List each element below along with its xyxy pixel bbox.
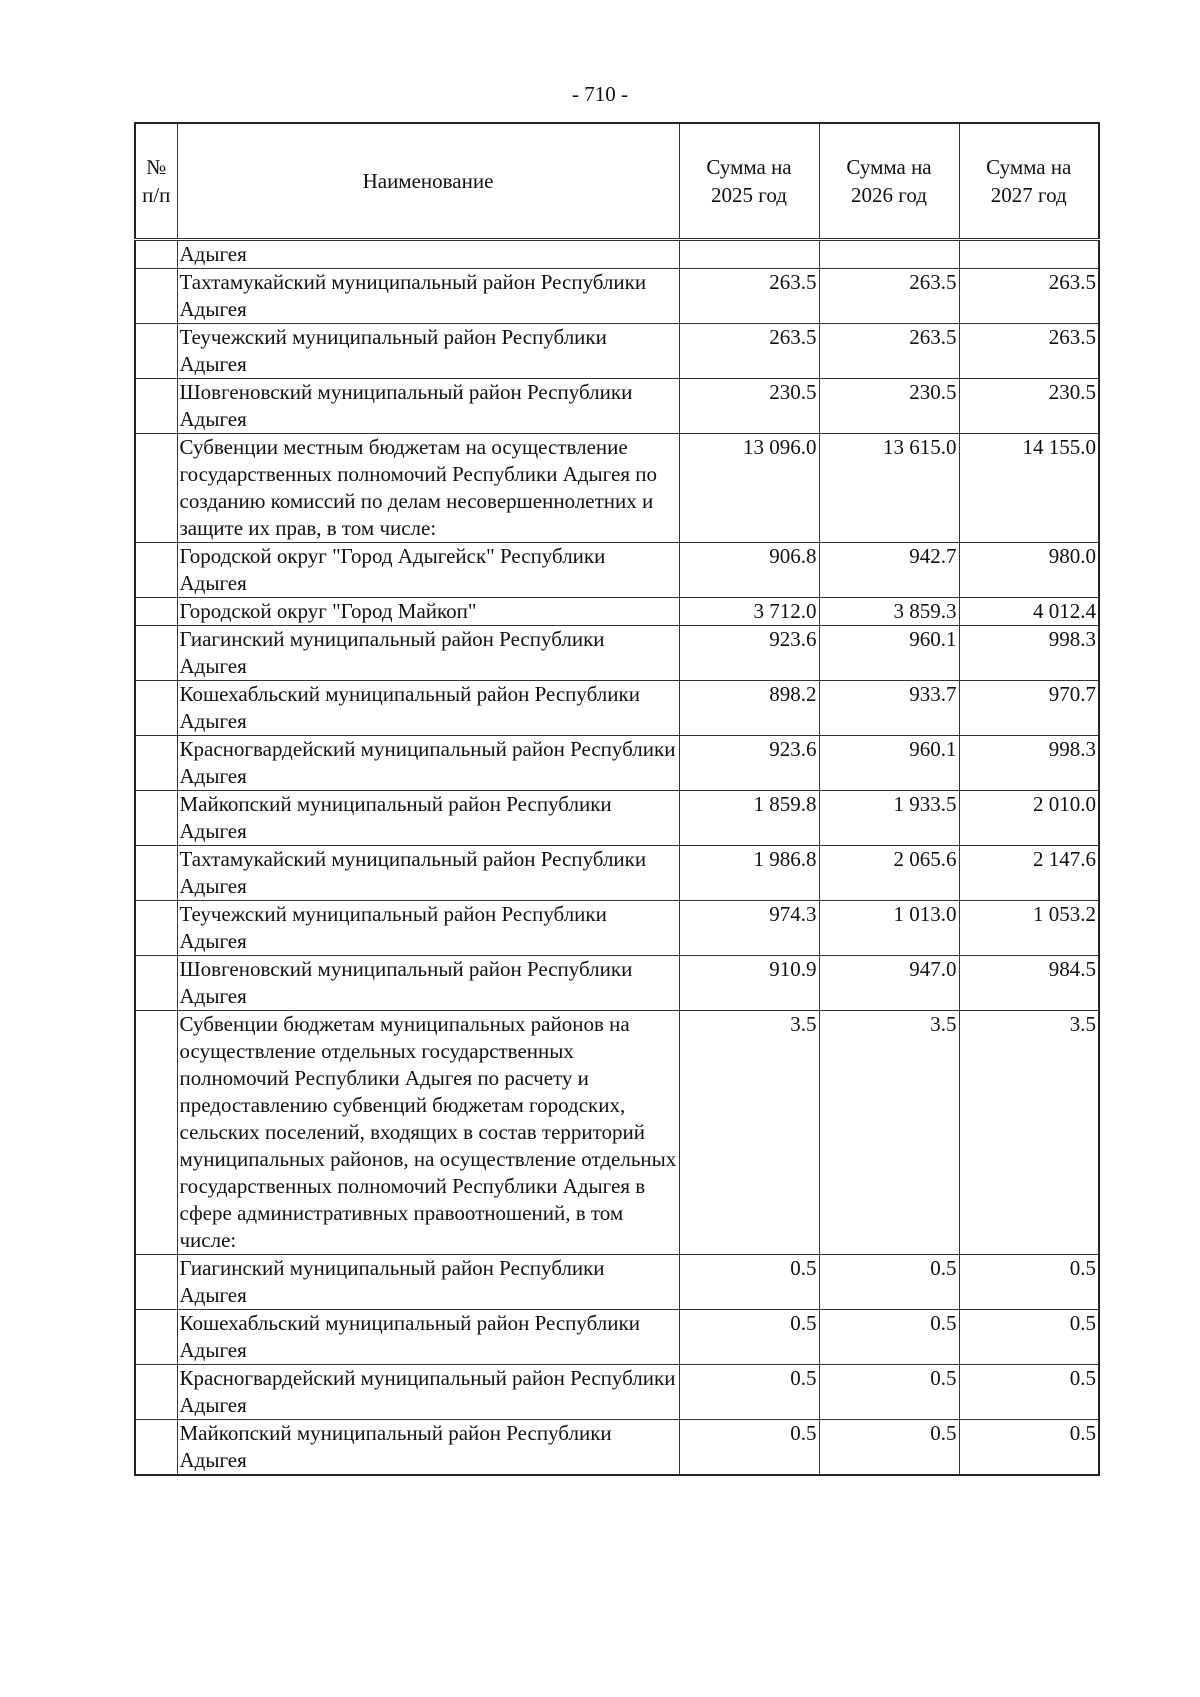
row-name-cell: Шовгеновский муниципальный район Республики Адыгея (177, 956, 679, 1011)
table-row (135, 956, 1099, 1011)
row-value-2026: 0.5 (819, 1310, 959, 1365)
header-2026-line2: 2026 год (851, 183, 927, 207)
row-value-2027: 0.5 (959, 1420, 1099, 1476)
page-number: - 710 - (572, 82, 628, 106)
row-value-2027: 0.5 (959, 1310, 1099, 1365)
table-row (135, 240, 1099, 269)
row-num-cell (135, 681, 177, 736)
row-value-2027: 998.3 (959, 626, 1099, 681)
row-name-cell: Шовгеновский муниципальный район Республики Адыгея (177, 379, 679, 434)
row-value-2026: 0.5 (819, 1365, 959, 1420)
row-value-2026: 942.7 (819, 543, 959, 598)
row-value-2026: 933.7 (819, 681, 959, 736)
row-value-2027: 0.5 (959, 1255, 1099, 1310)
table-row (135, 681, 1099, 736)
row-value-2026: 3 859.3 (819, 598, 959, 626)
row-name-cell: Кошехабльский муниципальный район Республики Адыгея (177, 681, 679, 736)
header-2026-line1: Сумма на (846, 155, 932, 179)
table-row (135, 269, 1099, 324)
header-num-line2: п/п (142, 183, 171, 207)
table-row (135, 324, 1099, 379)
row-num-cell (135, 791, 177, 846)
row-value-2025: 1 859.8 (679, 791, 819, 846)
row-name-cell: Тахтамукайский муниципальный район Республики Адыгея (177, 269, 679, 324)
row-value-2025: 13 096.0 (679, 434, 819, 543)
row-value-2027: 263.5 (959, 269, 1099, 324)
row-name-cell: Гиагинский муниципальный район Республики Адыгея (177, 626, 679, 681)
row-value-2026: 2 065.6 (819, 846, 959, 901)
row-value-2025: 898.2 (679, 681, 819, 736)
row-num-cell (135, 901, 177, 956)
table-row (135, 1011, 1099, 1255)
row-num-cell (135, 434, 177, 543)
row-value-2025: 0.5 (679, 1365, 819, 1420)
table-row (135, 1255, 1099, 1310)
row-name-cell: Тахтамукайский муниципальный район Республики Адыгея (177, 846, 679, 901)
row-name-cell: Теучежский муниципальный район Республики Адыгея (177, 324, 679, 379)
row-value-2027: 998.3 (959, 736, 1099, 791)
row-num-cell (135, 324, 177, 379)
row-name-cell: Гиагинский муниципальный район Республики Адыгея (177, 1255, 679, 1310)
table-row (135, 434, 1099, 543)
row-num-cell (135, 736, 177, 791)
header-2025-line1: Сумма на (706, 155, 792, 179)
row-name-cell: Красногвардейский муниципальный район Республики Адыгея (177, 736, 679, 791)
row-value-2026: 3.5 (819, 1011, 959, 1255)
table-row (135, 901, 1099, 956)
row-value-2025: 263.5 (679, 269, 819, 324)
row-num-cell (135, 1365, 177, 1420)
row-value-2027: 980.0 (959, 543, 1099, 598)
row-num-cell (135, 379, 177, 434)
row-num-cell (135, 1255, 177, 1310)
row-value-2026 (819, 240, 959, 269)
row-value-2027 (959, 240, 1099, 269)
row-value-2027: 970.7 (959, 681, 1099, 736)
row-value-2025: 910.9 (679, 956, 819, 1011)
row-value-2027: 230.5 (959, 379, 1099, 434)
row-num-cell (135, 956, 177, 1011)
header-num (135, 123, 177, 240)
row-name-cell: Кошехабльский муниципальный район Республики Адыгея (177, 1310, 679, 1365)
header-2027 (959, 123, 1099, 240)
row-num-cell (135, 543, 177, 598)
row-name-cell: Адыгея (177, 240, 679, 269)
row-num-cell (135, 1310, 177, 1365)
row-num-cell (135, 269, 177, 324)
row-value-2025: 0.5 (679, 1255, 819, 1310)
row-value-2026: 230.5 (819, 379, 959, 434)
table-row (135, 736, 1099, 791)
row-value-2026: 960.1 (819, 736, 959, 791)
row-value-2026: 960.1 (819, 626, 959, 681)
row-value-2027: 2 010.0 (959, 791, 1099, 846)
row-num-cell (135, 1420, 177, 1476)
header-2025 (679, 123, 819, 240)
row-value-2025: 0.5 (679, 1420, 819, 1476)
row-value-2026: 263.5 (819, 269, 959, 324)
table-row (135, 791, 1099, 846)
header-num-line1: № (146, 155, 167, 179)
table-header (135, 123, 1099, 240)
table-row (135, 379, 1099, 434)
row-value-2025: 1 986.8 (679, 846, 819, 901)
row-num-cell (135, 598, 177, 626)
table-row (135, 543, 1099, 598)
row-value-2026: 13 615.0 (819, 434, 959, 543)
table-row (135, 626, 1099, 681)
row-name-cell: Городской округ "Город Майкоп" (177, 598, 679, 626)
row-value-2025: 923.6 (679, 626, 819, 681)
row-value-2026: 0.5 (819, 1255, 959, 1310)
table-row (135, 1420, 1099, 1476)
table-row (135, 1310, 1099, 1365)
row-name-cell: Субвенции бюджетам муниципальных районов на осуществление отдельных государственных полномочий Республики Адыгея по расчету и предоставлению субвенций бюджетам городских, сельских поселений, входящих в состав территорий муниципальных районов, на осуществление отдельных государственных полномочий Республики Адыгея в сфере административных правоотношений, в том числе: (177, 1011, 679, 1255)
row-value-2025: 0.5 (679, 1310, 819, 1365)
row-name-cell: Красногвардейский муниципальный район Республики Адыгея (177, 1365, 679, 1420)
table-body (135, 240, 1099, 1476)
row-value-2025: 3.5 (679, 1011, 819, 1255)
row-name-cell: Майкопский муниципальный район Республики Адыгея (177, 791, 679, 846)
header-row (135, 123, 1099, 240)
row-value-2027: 2 147.6 (959, 846, 1099, 901)
header-name: Наименование (177, 123, 679, 240)
row-value-2026: 947.0 (819, 956, 959, 1011)
row-value-2027: 1 053.2 (959, 901, 1099, 956)
header-2026 (819, 123, 959, 240)
row-value-2025: 923.6 (679, 736, 819, 791)
row-num-cell (135, 240, 177, 269)
header-2025-line2: 2025 год (711, 183, 787, 207)
header-2027-line1: Сумма на (986, 155, 1072, 179)
row-name-cell: Субвенции местным бюджетам на осуществление государственных полномочий Республики Адыгея по созданию комиссий по делам несовершеннолетних и защите их прав, в том числе: (177, 434, 679, 543)
row-num-cell (135, 1011, 177, 1255)
row-value-2027: 263.5 (959, 324, 1099, 379)
row-num-cell (135, 626, 177, 681)
row-value-2025: 3 712.0 (679, 598, 819, 626)
row-name-cell: Городской округ "Город Адыгейск" Республики Адыгея (177, 543, 679, 598)
row-value-2026: 1 013.0 (819, 901, 959, 956)
row-value-2025: 974.3 (679, 901, 819, 956)
budget-table (134, 122, 1100, 1476)
row-value-2027: 984.5 (959, 956, 1099, 1011)
row-value-2025: 230.5 (679, 379, 819, 434)
row-name-cell: Теучежский муниципальный район Республики Адыгея (177, 901, 679, 956)
row-num-cell (135, 846, 177, 901)
row-value-2025: 906.8 (679, 543, 819, 598)
row-value-2025: 263.5 (679, 324, 819, 379)
row-value-2027: 3.5 (959, 1011, 1099, 1255)
row-value-2025 (679, 240, 819, 269)
row-value-2026: 1 933.5 (819, 791, 959, 846)
table-row (135, 1365, 1099, 1420)
row-value-2027: 14 155.0 (959, 434, 1099, 543)
header-2027-line2: 2027 год (990, 183, 1067, 207)
row-value-2026: 0.5 (819, 1420, 959, 1476)
row-value-2027: 4 012.4 (959, 598, 1099, 626)
table-row (135, 598, 1099, 626)
row-value-2026: 263.5 (819, 324, 959, 379)
table-row (135, 846, 1099, 901)
row-name-cell: Майкопский муниципальный район Республики Адыгея (177, 1420, 679, 1476)
row-value-2027: 0.5 (959, 1365, 1099, 1420)
